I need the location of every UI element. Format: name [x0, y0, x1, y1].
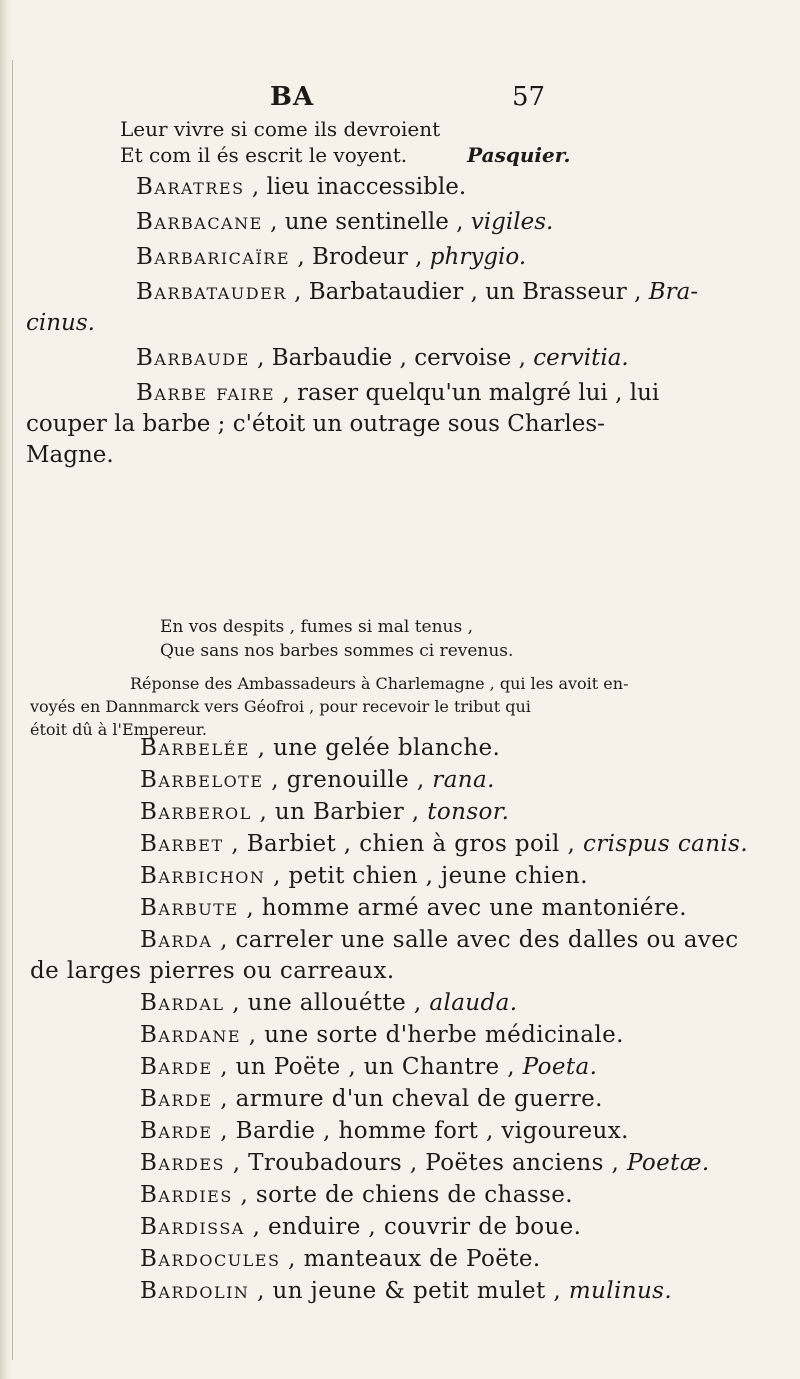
headword: Barbaricaïre [136, 244, 291, 270]
headword: Barde [140, 1054, 213, 1080]
verse-attribution: Pasquier. [467, 143, 571, 167]
verse-line: Leur vivre si come ils devroient [120, 117, 441, 141]
definition: , raser quelqu'un malgré lui , lui [275, 380, 660, 406]
definition: , enduire , couvrir de boue. [244, 1214, 582, 1240]
dictionary-entry [30, 988, 770, 1019]
dictionary-entry [30, 1020, 770, 1051]
note-line: étoit dû à l'Empereur. [30, 720, 207, 739]
headword: Bardes [140, 1150, 225, 1176]
definition: , carreler une salle avec des dalles ou avec [212, 927, 739, 953]
headword: Barbaude [136, 345, 250, 371]
dictionary-entry [26, 378, 766, 471]
headword: Barberol [140, 799, 252, 825]
verse-top [120, 116, 570, 168]
headword: Barbelée [140, 735, 250, 761]
headword: Bardolin [140, 1278, 250, 1304]
dictionary-entry [30, 1212, 770, 1243]
headword: Barbacane [136, 209, 263, 235]
definition: , un Poëte , un Chantre , [212, 1054, 523, 1080]
headword: Barbet [140, 831, 224, 857]
definition-line: couper la barbe ; c'étoit un outrage sous Charles- [26, 411, 605, 437]
dictionary-entry [30, 861, 770, 892]
note-line: voyés en Dannmarck vers Géofroi , pour recevoir le tribut qui [30, 697, 531, 716]
definition: , Barbaudie , cervoise , [249, 345, 534, 371]
latin-gloss: Poeta. [522, 1054, 598, 1080]
definition: , une gelée blanche. [249, 735, 501, 761]
definition: , armure d'un cheval de guerre. [212, 1086, 603, 1112]
definition: , un jeune & petit mulet , [249, 1278, 569, 1304]
dictionary-entry [30, 925, 770, 987]
headword: Barbichon [140, 863, 266, 889]
headword: Barbelote [140, 767, 264, 793]
dictionary-entry [26, 172, 766, 203]
latin-gloss: mulinus. [568, 1278, 673, 1304]
dictionary-entries-b [30, 733, 770, 1308]
definition: , lieu inaccessible. [244, 174, 467, 200]
verse-line [120, 142, 570, 168]
dictionary-entry [30, 1276, 770, 1307]
dictionary-entry [30, 829, 770, 860]
headword: Bardane [140, 1022, 242, 1048]
note-paragraph [30, 672, 770, 741]
dictionary-entry [30, 1244, 770, 1275]
latin-gloss: crispus canis. [582, 831, 749, 857]
headword: Barde [140, 1086, 213, 1112]
latin-gloss: cinus. [26, 310, 95, 336]
headword: Barda [140, 927, 213, 953]
note-line: Réponse des Ambassadeurs à Charlemagne , qui les avoit en- [130, 674, 629, 693]
definition: , homme armé avec une mantoniére. [238, 895, 687, 921]
definition: , Barbataudier , un Brasseur , [286, 279, 649, 305]
latin-gloss: vigiles. [470, 209, 554, 235]
latin-gloss: Bra- [648, 279, 699, 305]
headword: Bardal [140, 990, 225, 1016]
latin-gloss: rana. [432, 767, 495, 793]
definition: , manteaux de Poëte. [280, 1246, 541, 1272]
headword: Bardocules [140, 1246, 281, 1272]
dictionary-entries-a [26, 172, 766, 471]
dictionary-entry [26, 207, 766, 238]
headword: Bardissa [140, 1214, 245, 1240]
definition-line: de larges pierres ou carreaux. [30, 958, 395, 984]
dictionary-entry [30, 1084, 770, 1115]
latin-gloss: phrygio. [429, 244, 527, 270]
headword: Barbatauder [136, 279, 287, 305]
page-gutter-shadow [0, 0, 12, 1379]
headword: Barde [140, 1118, 213, 1144]
latin-gloss: alauda. [429, 990, 518, 1016]
dictionary-entry [26, 242, 766, 273]
definition: , Troubadours , Poëtes anciens , [224, 1150, 627, 1176]
running-head: BA [270, 82, 315, 112]
definition: , une allouétte , [224, 990, 430, 1016]
headword: Baratres [136, 174, 245, 200]
headword: Bardies [140, 1182, 233, 1208]
verse-quote [160, 615, 513, 663]
definition: , Bardie , homme fort , vigoureux. [212, 1118, 629, 1144]
dictionary-entry [26, 343, 766, 374]
definition: , un Barbier , [251, 799, 428, 825]
dictionary-entry [30, 893, 770, 924]
dictionary-entry [30, 733, 770, 764]
definition: , une sorte d'herbe médicinale. [241, 1022, 624, 1048]
definition: , Barbiet , chien à gros poil , [223, 831, 583, 857]
dictionary-entry [30, 1116, 770, 1147]
dictionary-entry [30, 1052, 770, 1083]
headword: Barbe faire [136, 380, 276, 406]
latin-gloss: tonsor. [427, 799, 510, 825]
latin-gloss: Poetæ. [626, 1150, 710, 1176]
headword: Barbute [140, 895, 239, 921]
definition: , sorte de chiens de chasse. [232, 1182, 573, 1208]
quote-line: Que sans nos barbes sommes ci revenus. [160, 641, 514, 661]
latin-gloss: cervitia. [533, 345, 629, 371]
quote-line: En vos despits , fumes si mal tenus , [160, 617, 474, 637]
dictionary-entry [30, 1180, 770, 1211]
definition: , petit chien , jeune chien. [265, 863, 588, 889]
page-number: 57 [512, 82, 546, 112]
definition-line: Magne. [26, 442, 114, 468]
dictionary-entry [30, 797, 770, 828]
verse-line-text: Et com il és escrit le voyent. [120, 143, 408, 167]
dictionary-entry [26, 277, 766, 308]
definition: , une sentinelle , [262, 209, 471, 235]
page-edge-line [12, 60, 13, 1360]
definition: , Brodeur , [290, 244, 430, 270]
dictionary-entry [30, 1148, 770, 1179]
dictionary-entry-continuation [26, 308, 766, 339]
definition: , grenouille , [263, 767, 433, 793]
dictionary-entry [30, 765, 770, 796]
